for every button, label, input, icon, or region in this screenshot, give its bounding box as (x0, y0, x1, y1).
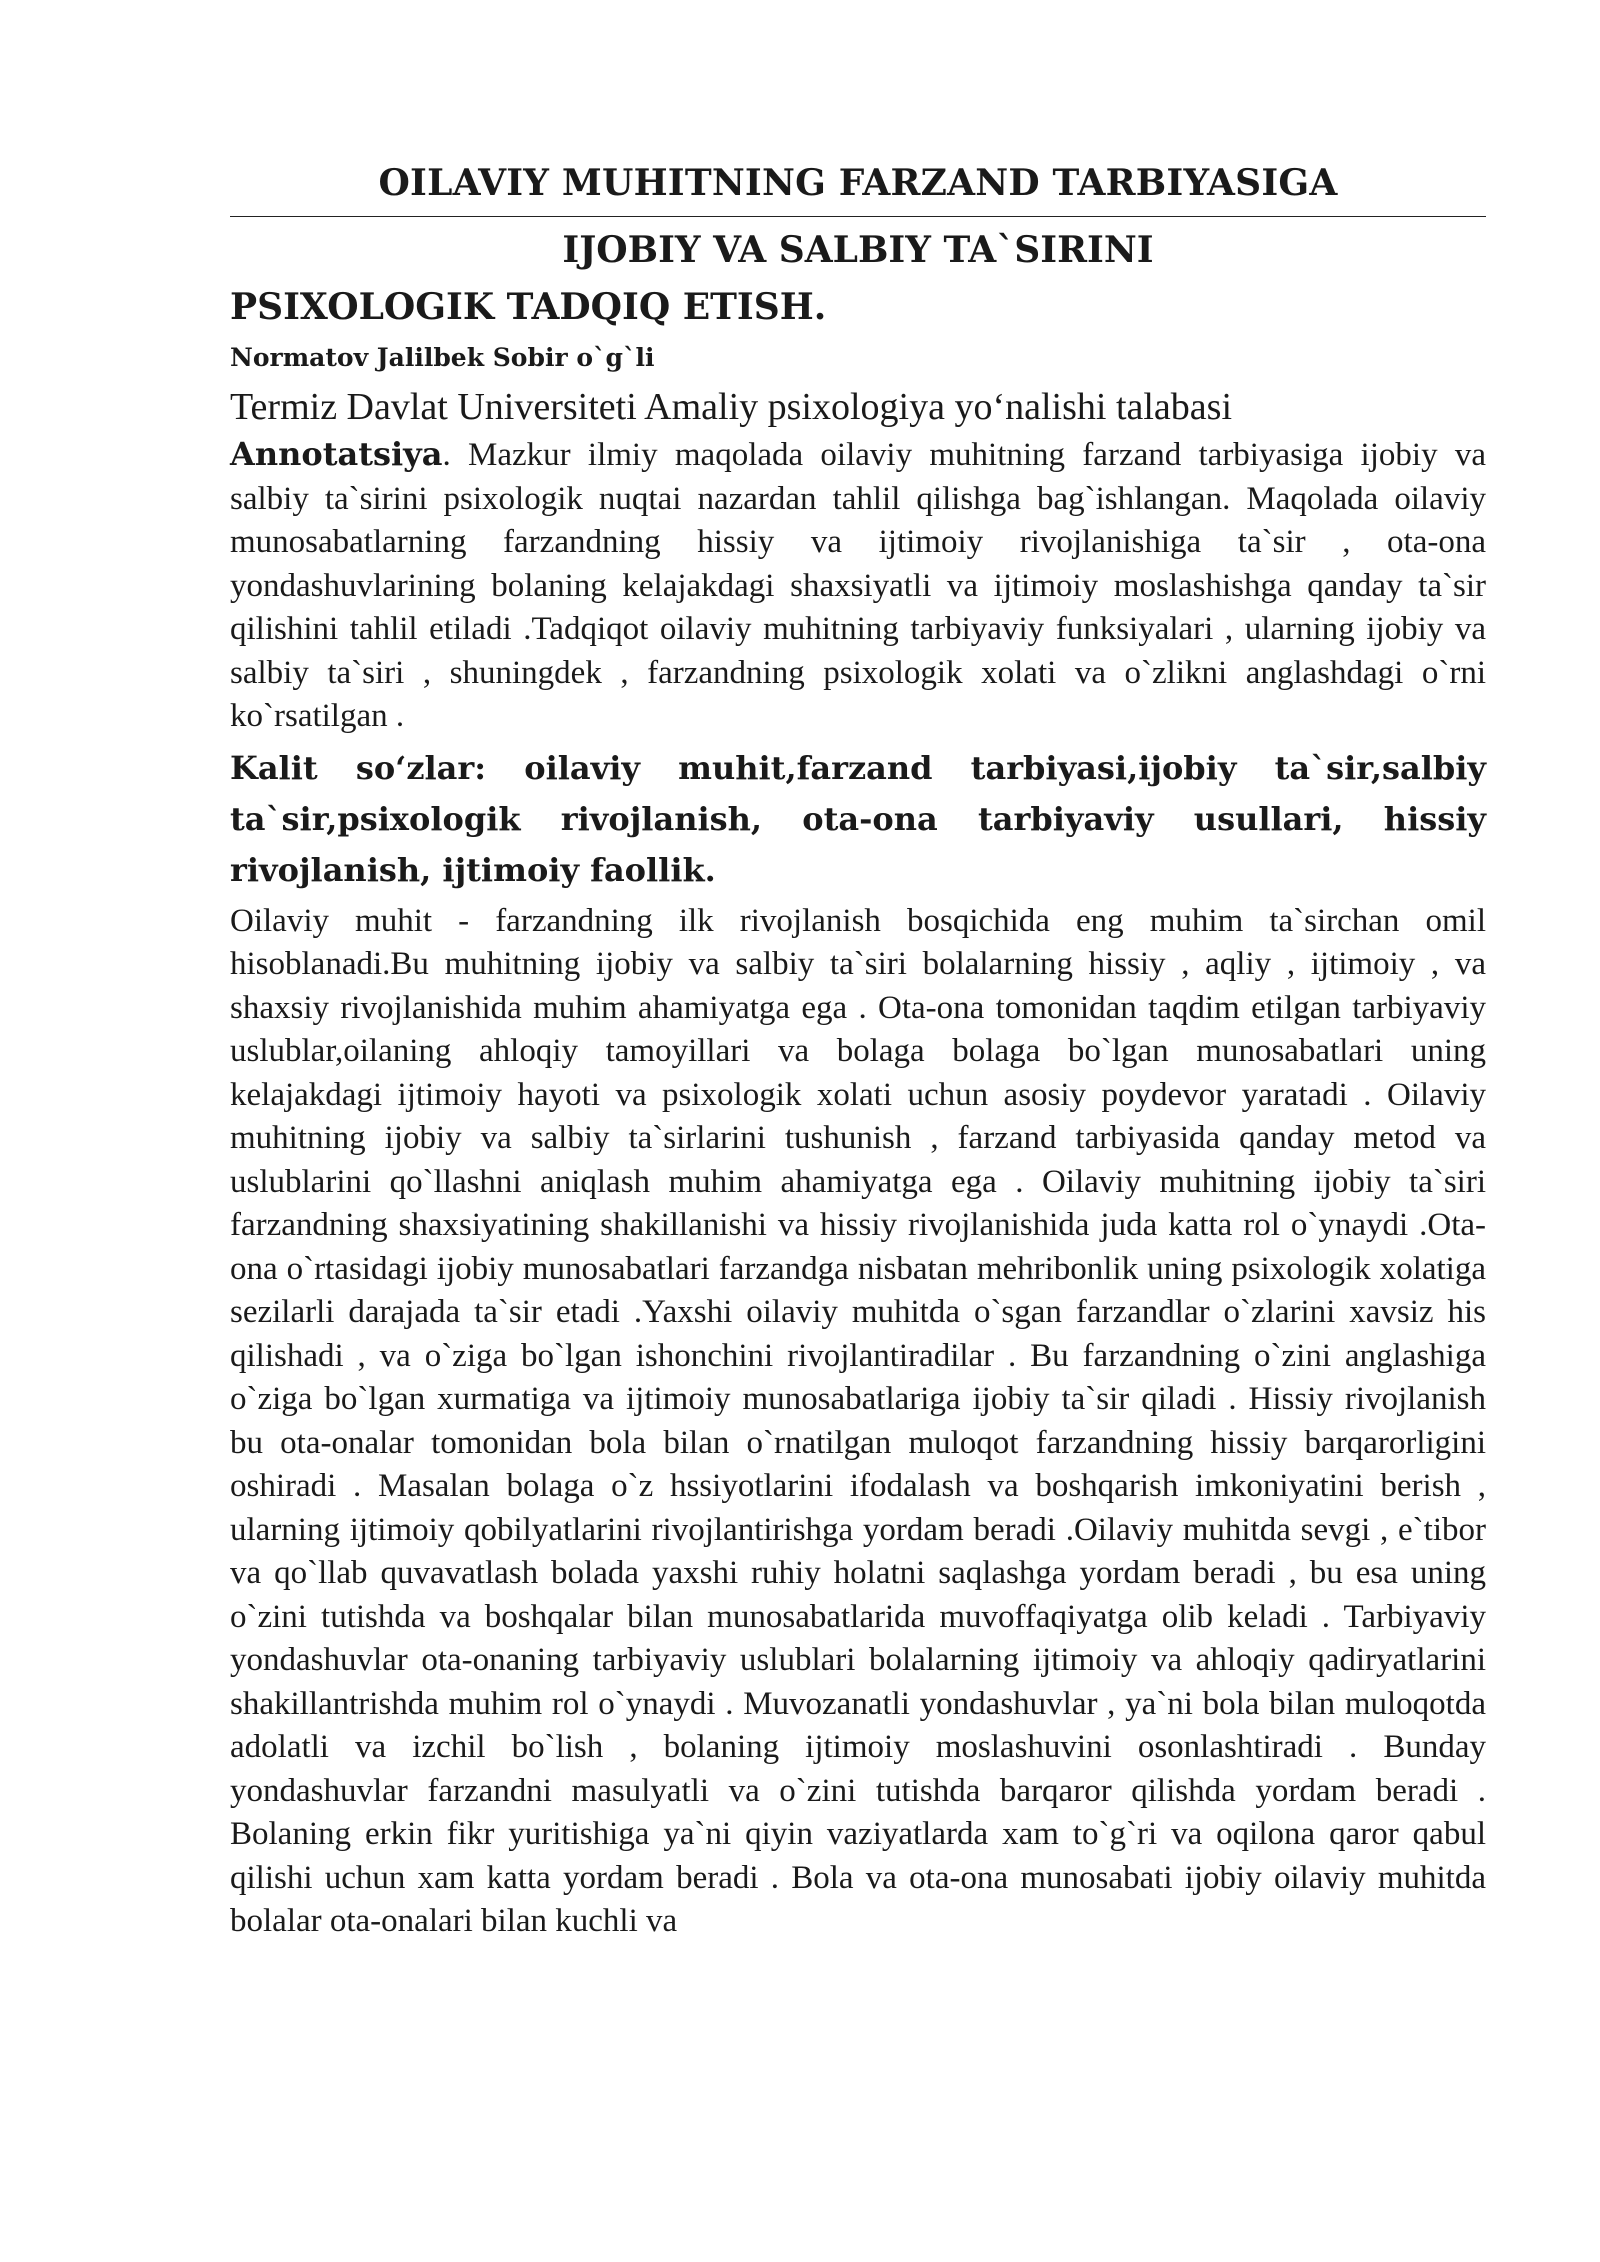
title-line-3: PSIXOLOGIK TADQIQ ETISH. (230, 286, 827, 328)
title-line-1: OILAVIY MUHITNING FARZAND TARBIYASIGA (378, 162, 1338, 204)
body-paragraph: Oilaviy muhit - farzandning ilk rivojlanish bosqichida eng muhim ta`sirchan omil hisoblanadi.Bu muhitning ijobiy va salbiy ta`siri bolalarning hissiy , aqliy , ijtimoiy , va shaxsiy rivojlanishida muhim ahamiyatga ega . Ota-ona tomonidan taqdim etilgan tarbiyaviy uslublar,oilaning ahloqiy tamoyillari va bolaga bolaga bo`lgan munosabatlari uning kelajakdagi ijtimoiy hayoti va psixologik xolati uchun asosiy poydevor yaratadi . Oilaviy muhitning ijobiy va salbiy ta`sirlarini tushunish , farzand tarbiyasida qanday metod va uslublarini qo`llashni aniqlash muhim ahamiyatga ega . Oilaviy muhitning ijobiy ta`siri farzandning shaxsiyatining shakillanishi va hissiy rivojlanishida juda katta rol o`ynaydi .Ota-ona o`rtasidagi ijobiy munosabatlari farzandga nisbatan mehribonlik uning psixologik xolatiga sezilarli darajada ta`sir etadi .Yaxshi oilaviy muhitda o`sgan farzandlar o`zlarini xavsiz his qilishadi , va o`ziga bo`lgan ishonchini rivojlantiradilar . Bu farzandning o`zini anglashiga o`ziga bo`lgan xurmatiga va ijtimoiy munosabatlariga ijobiy ta`sir qiladi . Hissiy rivojlanish bu ota-onalar tomonidan bola bilan o`rnatilgan muloqot farzandning hissiy barqarorligini oshiradi . Masalan bolaga o`z hssiyotlarini ifodalash va boshqarish imkoniyatini berish , ularning ijtimoiy qobilyatlarini rivojlantirishga yordam beradi .Oilaviy muhitda sevgi , e`tibor va qo`llab quvavatlash bolada yaxshi ruhiy holatni saqlashga yordam beradi , bu esa uning o`zini tutishda va boshqalar bilan munosabatlarida muvoffaqiyatga olib keladi . Tarbiyaviy yondashuvlar ota-onaning tarbiyaviy uslublari bolalarning ijtimoiy va ahloqiy qadiryatlarini shakillantrishda muhim rol o`ynaydi . Muvozanatli yondashuvlar , ya`ni bola bilan muloqotda adolatli va izchil bo`lish , bolaning ijtimoiy moslashuvini osonlashtiradi . Bunday yondashuvlar farzandni masulyatli va o`zini tutishda barqaror qilishda yordam beradi . Bolaning erkin fikr yuritishiga ya`ni qiyin vaziyatlarda xam to`g`ri va oqilona qaror qabul qilishi uchun xam katta yordam beradi . Bola va ota-ona munosabati ijobiy oilaviy muhitda bolalar ota-onalari bilan kuchli va (230, 902, 1486, 1939)
author-name: Normatov Jalilbek Sobir o`g`li (230, 343, 655, 372)
article-body (230, 150, 1486, 1944)
annotation-label: Annotatsiya (230, 435, 443, 473)
keywords-paragraph: Kalit so‘zlar: oilaviy muhit,farzand tarbiyasi,ijobiy ta`sir,salbiy ta`sir,psixologik rivojlanish, ota-ona tarbiyaviy usullari, hissiy rivojlanish, ijtimoiy faollik. (230, 748, 1486, 889)
annotation-text: . Mazkur ilmiy maqolada oilaviy muhitning farzand tarbiyasiga ijobiy va salbiy ta`sirini psixologik nuqtai nazardan tahlil qilishga bag`ishlangan. Maqolada oilaviy munosabatlarning farzandning hissiy va ijtimoiy rivojlanishiga ta`sir , ota-ona yondashuvlarining bolaning kelajakdagi shaxsiyatli va ijtimoiy moslashishga qanday ta`sir qilishini tahlil etiladi .Tadqiqot oilaviy muhitning tarbiyaviy funksiyalari , ularning ijobiy va salbiy ta`siri , shuningdek , farzandning psixologik xolati va o`zlikni anglashdagi o`rni ko`rsatilgan . (230, 437, 1486, 734)
title-line-2: IJOBIY VA SALBIY TA`SIRINI (562, 229, 1154, 271)
annotation-paragraph (230, 433, 1486, 739)
author-affiliation: Termiz Davlat Universiteti Amaliy psixologiya yo‘nalishi talabasi (230, 386, 1233, 428)
